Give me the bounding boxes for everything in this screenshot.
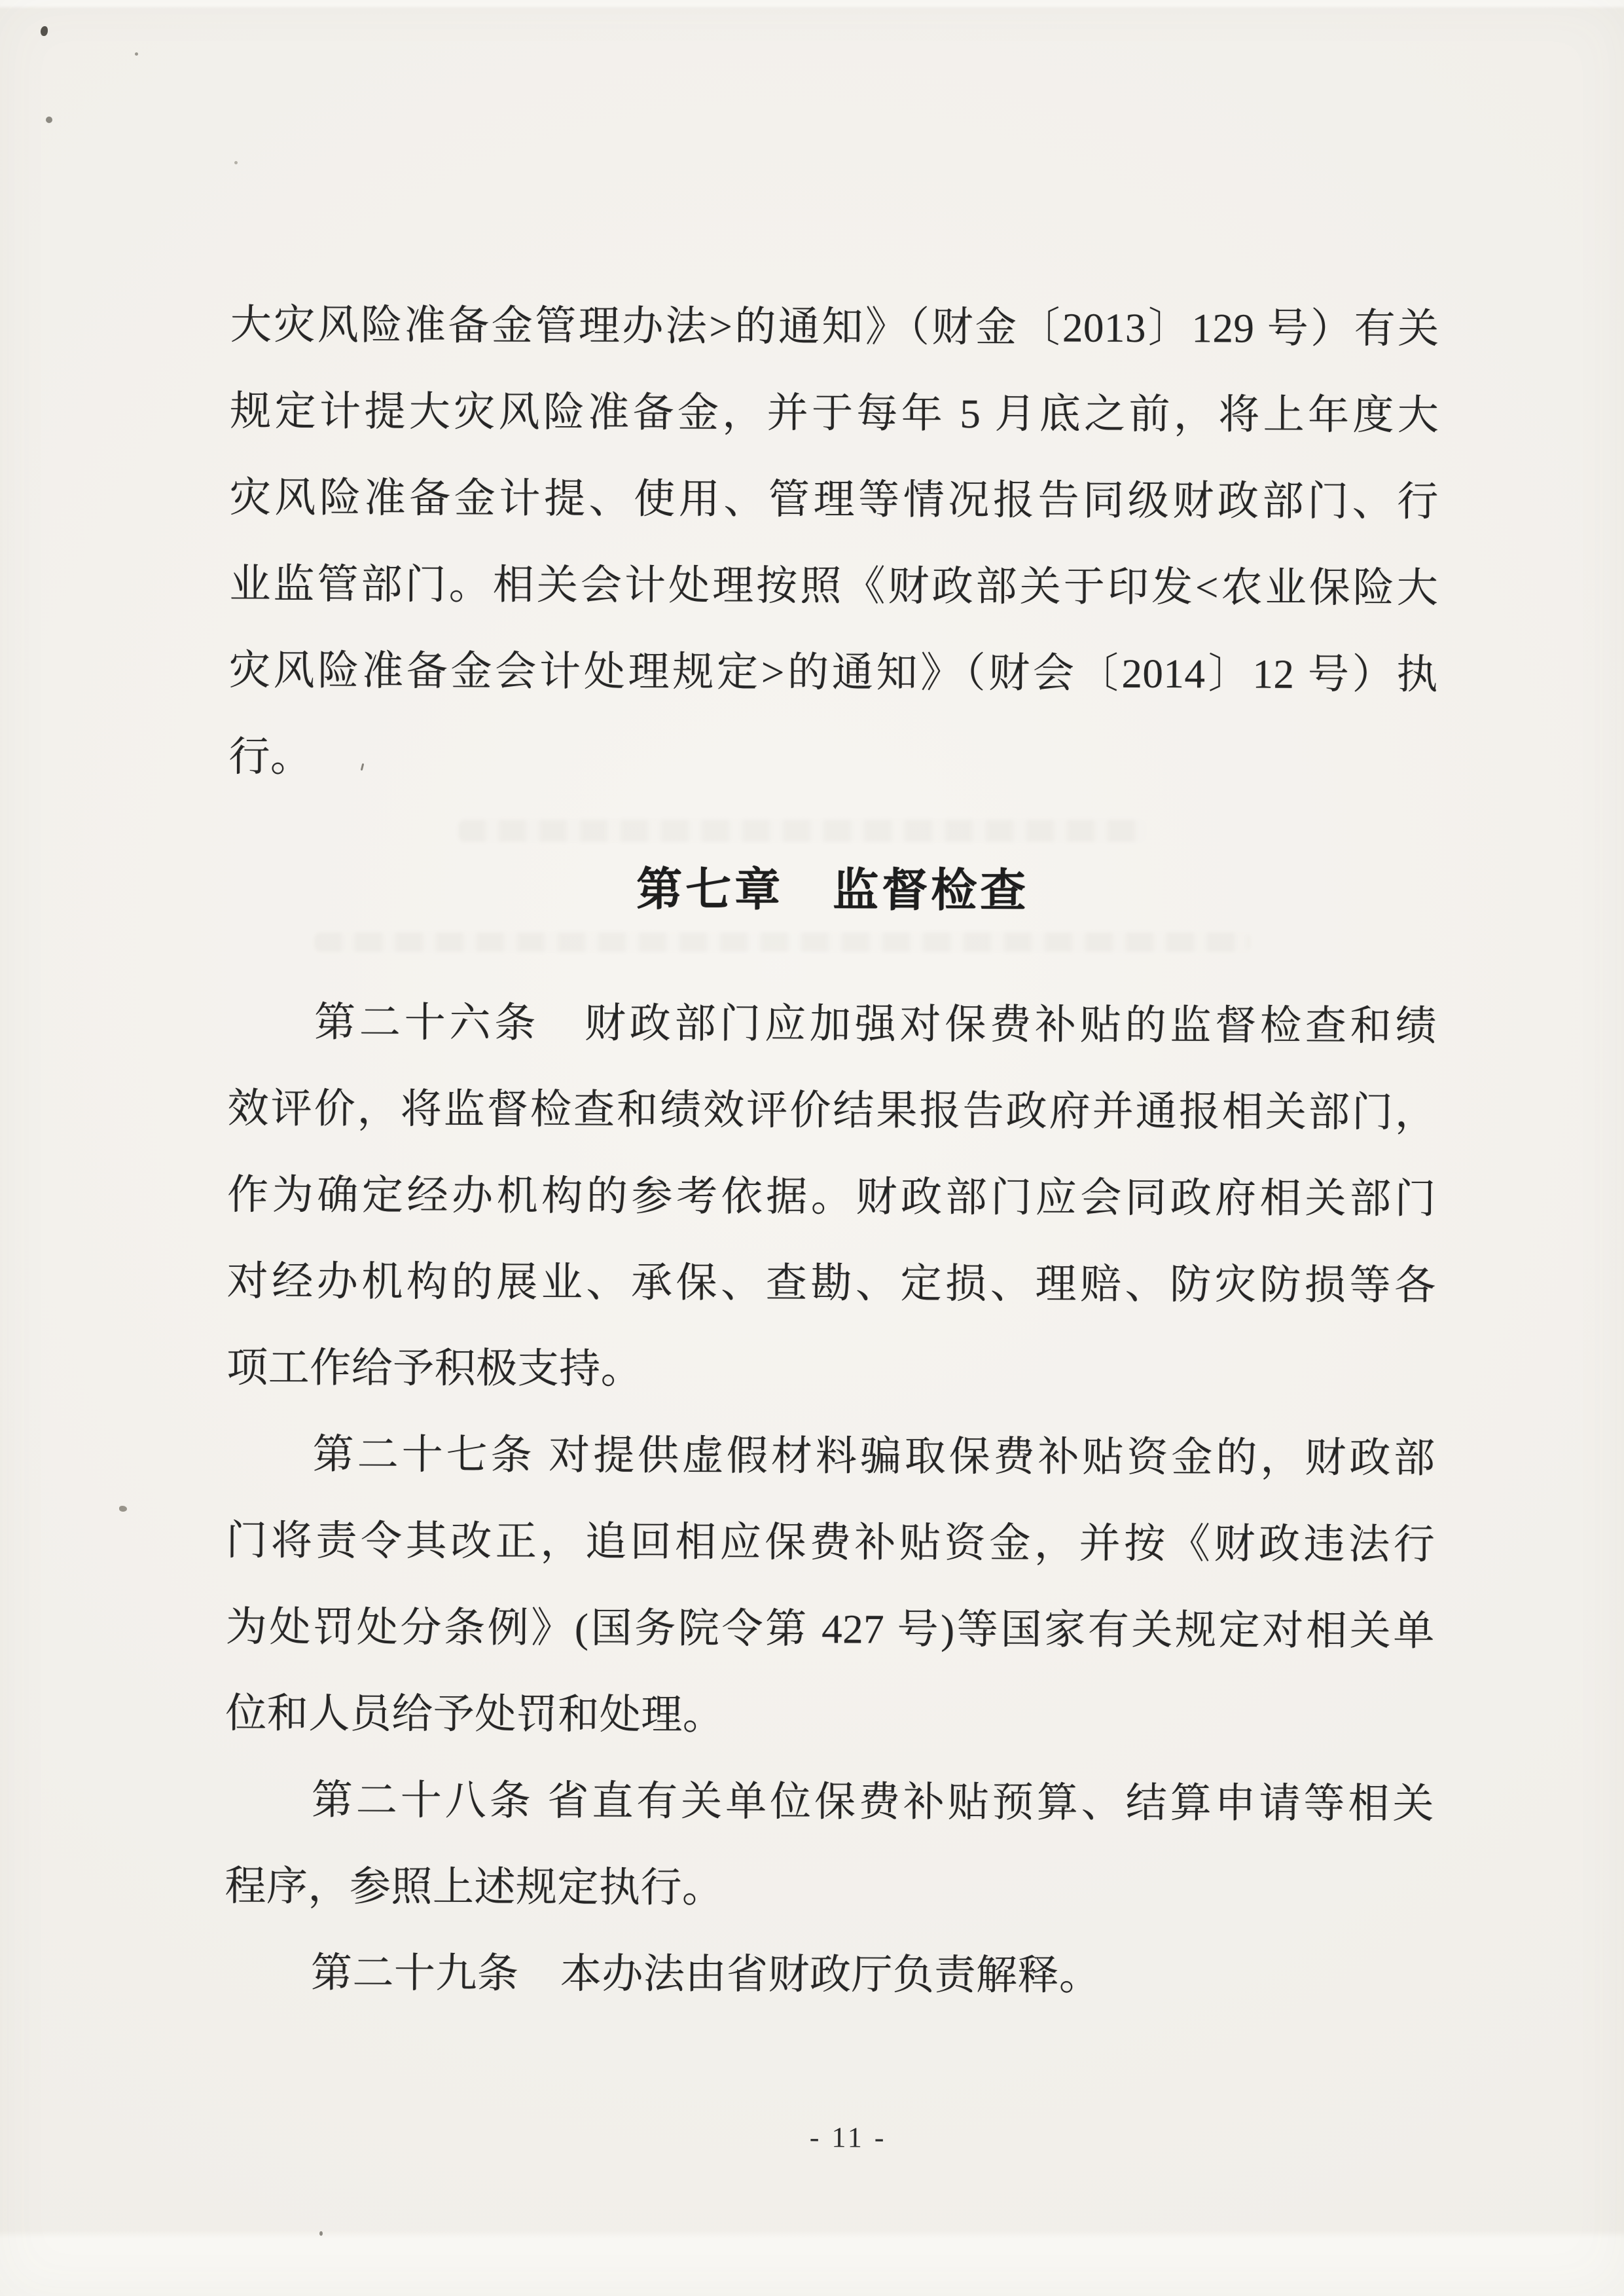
body-line: 门将责令其改正，追回相应保费补贴资金，并按《财政违法行	[226, 1518, 1435, 1568]
chapter-heading: 第七章 监督检查	[636, 864, 1030, 917]
body-line: 灾风险准备金会计处理规定>的通知》（财会〔2014〕12 号）执	[228, 647, 1439, 698]
body-line: 位和人员给予处罚和处理。	[225, 1690, 725, 1738]
body-line: 规定计提大灾风险准备金，并于每年 5 月底之前，将上年度大	[230, 388, 1439, 439]
body-line: 程序，参照上述规定执行。	[225, 1863, 724, 1911]
page-number: - 11 -	[809, 2121, 887, 2154]
body-line: 业监管部门。相关会计处理按照《财政部关于印发<农业保险大	[229, 561, 1439, 611]
ink-speck	[119, 1506, 127, 1512]
body-line: 行。	[228, 734, 312, 780]
body-line: 效评价，将监督检查和绩效评价结果报告政府并通报相关部门，	[227, 1085, 1437, 1136]
body-line: 作为确定经办机构的参考依据。财政部门应会同政府相关部门	[227, 1172, 1437, 1222]
ink-speck	[234, 161, 238, 164]
body-line: 为处罚处分条例》(国务院令第 427 号)等国家有关规定对相关单	[225, 1604, 1435, 1654]
ink-speck	[319, 2231, 323, 2236]
body-line: 对经办机构的展业、承保、查勘、定损、理赔、防灾防损等各	[226, 1258, 1436, 1309]
body-line: 灾风险准备金计提、使用、管理等情况报告同级财政部门、行	[229, 475, 1439, 525]
body-line: 第二十九条 本办法由省财政厅负责解释。	[310, 1950, 1101, 1999]
body-line: 第二十六条 财政部门应加强对保费补贴的监督检查和绩	[314, 999, 1437, 1049]
ink-speck	[41, 26, 48, 36]
body-line: 项工作给予积极支持。	[226, 1345, 643, 1393]
body-line: 大灾风险准备金管理办法>的通知》（财金〔2013〕129 号）有关	[230, 302, 1439, 352]
document-text	[224, 282, 1439, 2162]
body-line: 第二十八条 省直有关单位保费补贴预算、结算申请等相关	[311, 1777, 1435, 1827]
ink-speck	[46, 117, 52, 123]
body-line: 第二十七条 对提供虚假材料骗取保费补贴资金的，财政部	[312, 1431, 1435, 1482]
ink-speck	[135, 52, 138, 56]
